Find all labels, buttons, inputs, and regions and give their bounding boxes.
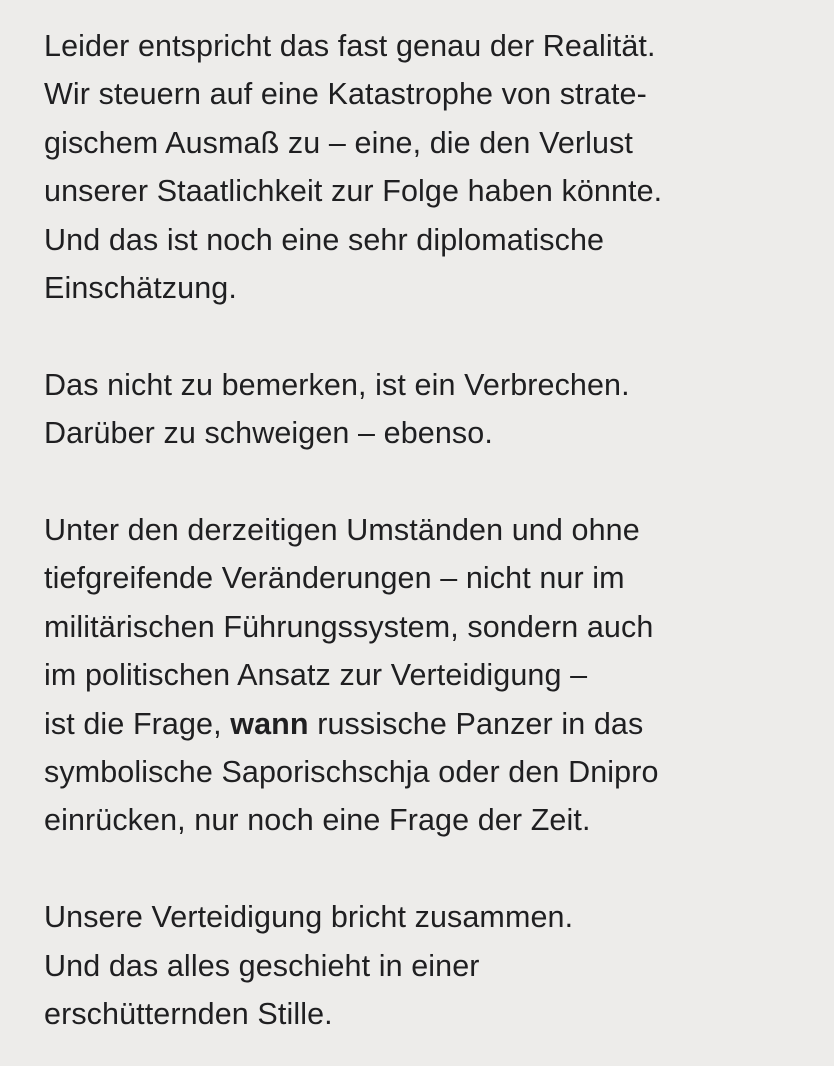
text-line: Unter den derzeitigen Umständen und ohne — [44, 513, 640, 548]
text-line: gischem Ausmaß zu – eine, die den Verlust — [44, 125, 634, 160]
text-line: tiefgreifende Veränderungen – nicht nur im — [44, 561, 625, 596]
text-line: Und das alles geschieht in einer — [44, 948, 480, 983]
text-segment: russische Panzer in das — [308, 706, 644, 741]
paragraph-reality — [44, 22, 824, 312]
text-line: Unsere Verteidigung bricht zusammen. — [44, 900, 574, 935]
text-line: symbolische Saporischschja oder den Dnipro — [44, 755, 659, 790]
text-line: Und das ist noch eine sehr diplomatische — [44, 222, 605, 257]
text-line: unserer Staatlichkeit zur Folge haben könnte. — [44, 174, 663, 209]
text-segment: ist die Frage, — [44, 706, 231, 741]
text-line: Einschätzung. — [44, 271, 237, 306]
document-body — [44, 22, 824, 1038]
text-line: Das nicht zu bemerken, ist ein Verbrechen. — [44, 367, 630, 402]
emphasized-word: wann — [230, 706, 309, 741]
text-line: Wir steuern auf eine Katastrophe von strate- — [44, 77, 647, 112]
text-line: im politischen Ansatz zur Verteidigung – — [44, 658, 588, 693]
text-line: Darüber zu schweigen – ebenso. — [44, 416, 493, 451]
text-line: einrücken, nur noch eine Frage der Zeit. — [44, 803, 591, 838]
text-line: Leider entspricht das fast genau der Realität. — [44, 29, 656, 63]
paragraph-crime — [44, 361, 824, 458]
paragraph-circumstances — [44, 506, 824, 845]
text-line: militärischen Führungssystem, sondern auch — [44, 609, 654, 644]
text-line: erschütternden Stille. — [44, 997, 333, 1032]
paragraph-collapse — [44, 893, 824, 1038]
text-line-with-emphasis — [44, 700, 824, 748]
